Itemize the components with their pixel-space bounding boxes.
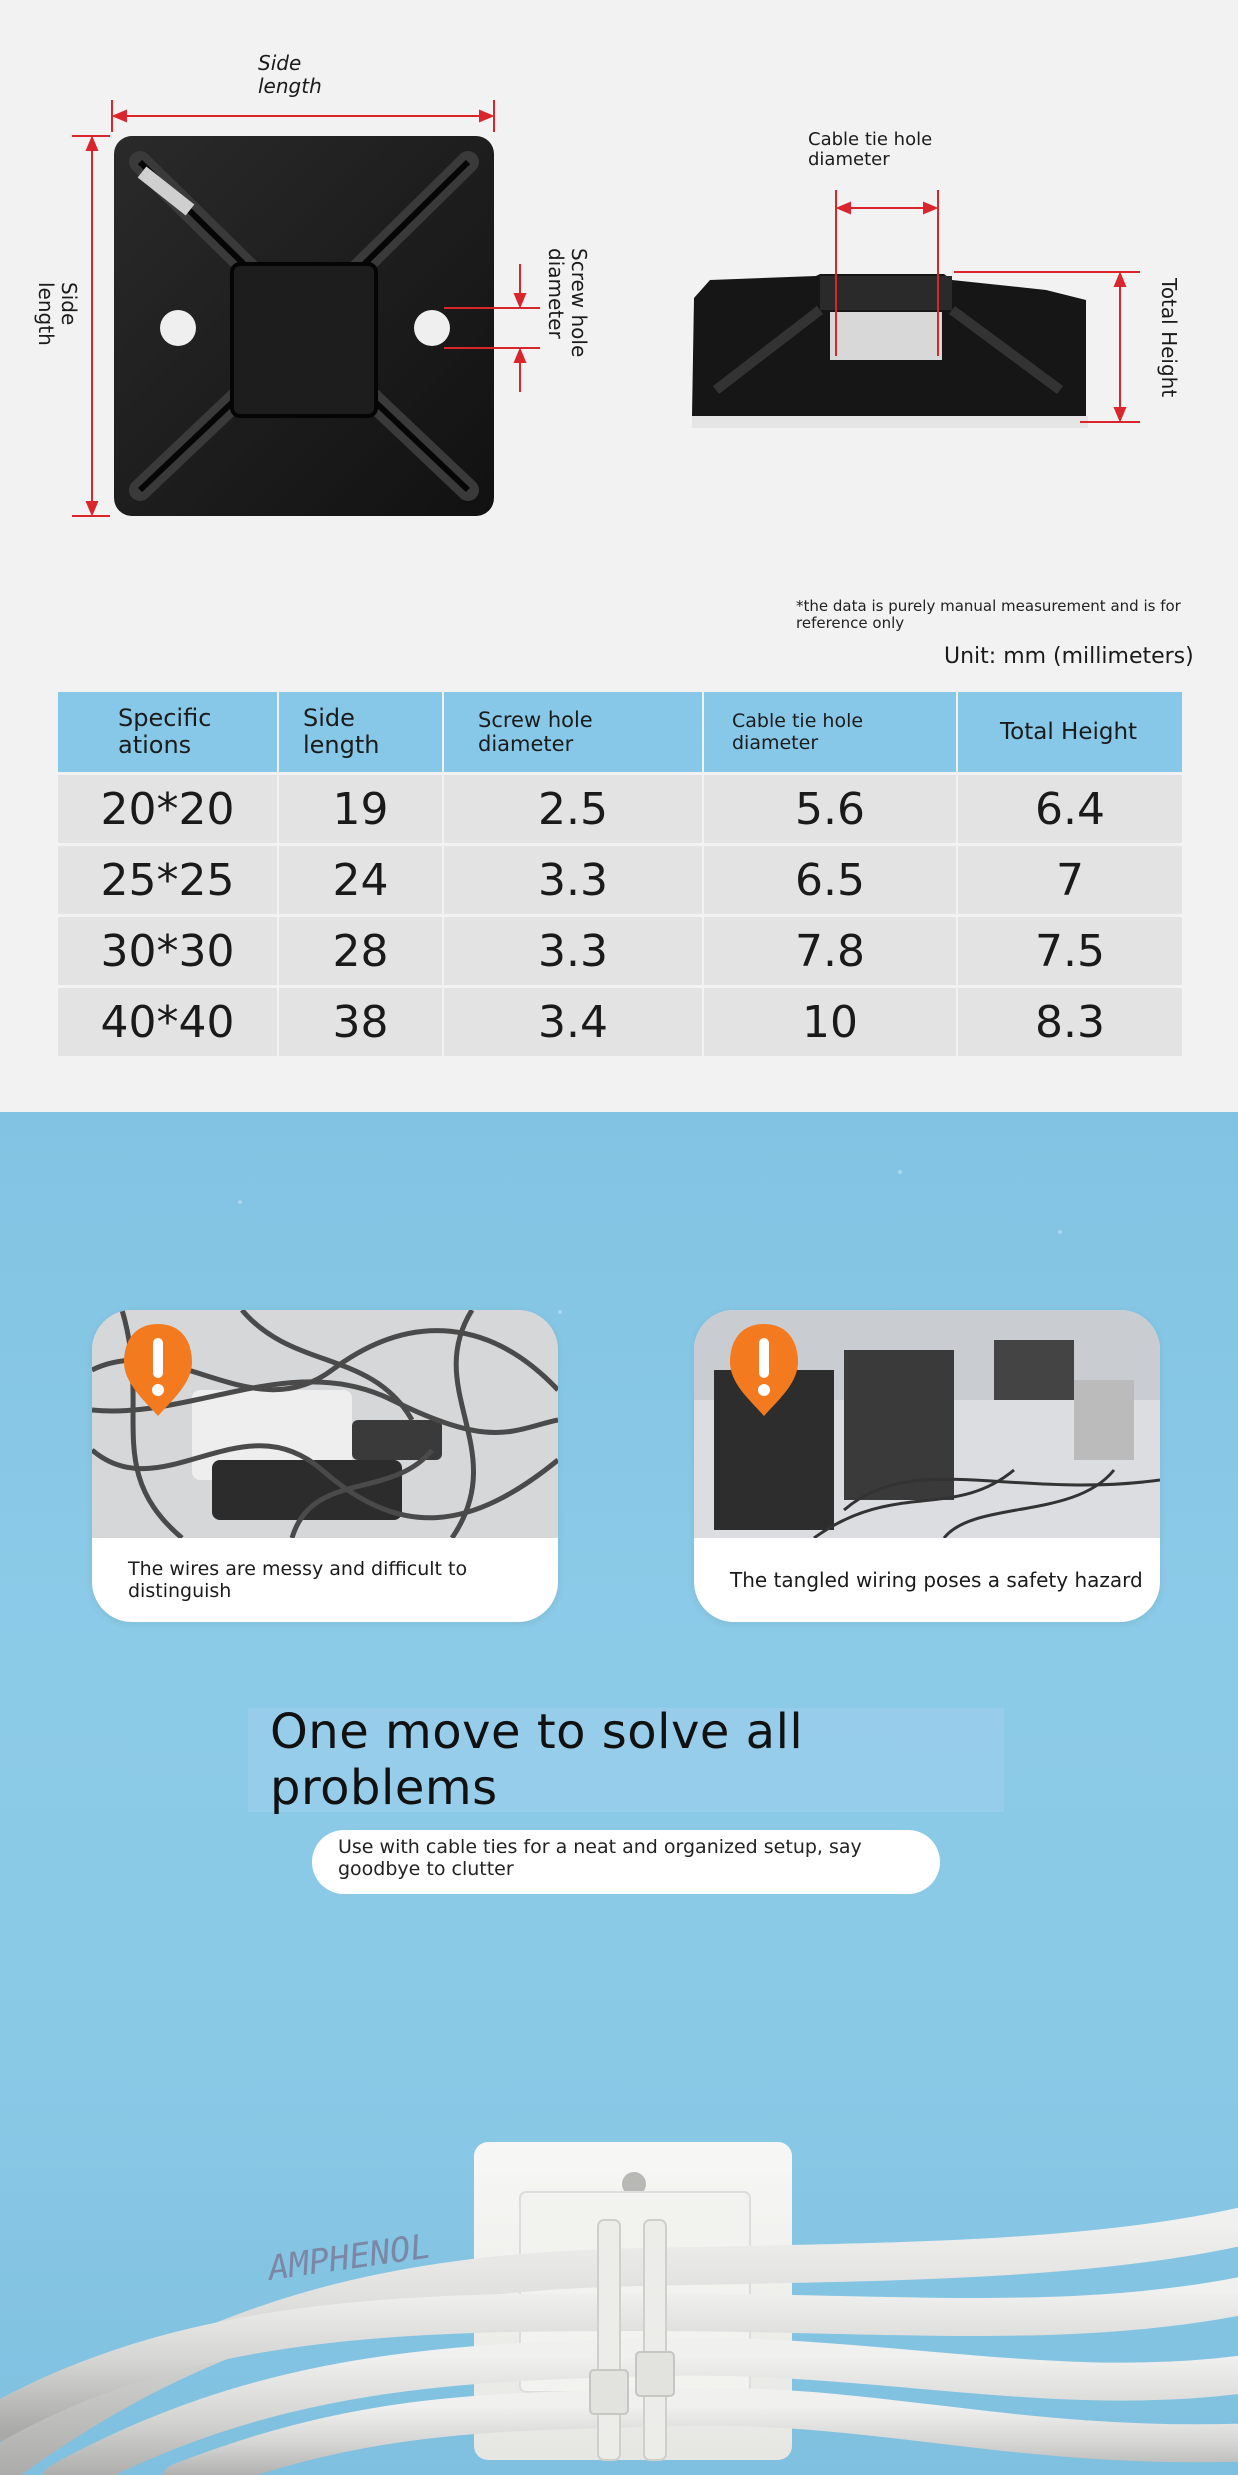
table-cell: 38 xyxy=(278,987,443,1057)
screw-hole-label: Screw hole diameter xyxy=(544,248,591,358)
table-row xyxy=(58,845,1182,916)
warning-icon xyxy=(122,1322,194,1418)
problem-caption: The wires are messy and difficult to distinguish xyxy=(128,1558,468,1602)
table-cell: 7.8 xyxy=(703,916,957,987)
table-cell: 3.3 xyxy=(443,845,703,916)
table-cell: 20*20 xyxy=(58,774,278,845)
side-view-diagram xyxy=(680,180,1200,440)
problem-solution-section xyxy=(0,1112,1238,2475)
dimension-section xyxy=(0,0,1238,1112)
table-row xyxy=(58,987,1182,1057)
measurement-note: *the data is purely manual measurement and is for reference only xyxy=(796,597,1181,632)
table-cell: 6.5 xyxy=(703,845,957,916)
header-cable-tie-hole: Cable tie hole diameter xyxy=(703,692,957,774)
table-cell: 7 xyxy=(957,845,1182,916)
header-total-height: Total Height xyxy=(957,692,1182,774)
total-height-label: Total Height xyxy=(1157,278,1181,398)
problem-card-messy-wires xyxy=(92,1310,558,1622)
product-photo xyxy=(0,2012,1238,2475)
table-cell: 24 xyxy=(278,845,443,916)
solution-headline: One move to solve all problems xyxy=(248,1708,1004,1812)
cable-tie-hole-label: Cable tie hole diameter xyxy=(808,129,933,170)
table-row xyxy=(58,774,1182,845)
problem-card-safety-hazard xyxy=(694,1310,1160,1622)
table-cell: 8.3 xyxy=(957,987,1182,1057)
top-view-diagram xyxy=(20,40,600,540)
table-cell: 30*30 xyxy=(58,916,278,987)
table-cell: 3.4 xyxy=(443,987,703,1057)
header-screw-hole: Screw hole diameter xyxy=(443,692,703,774)
table-header-row xyxy=(58,692,1182,774)
unit-label: Unit: mm (millimeters) xyxy=(944,644,1194,669)
problem-caption: The tangled wiring poses a safety hazard xyxy=(730,1568,1143,1592)
warning-icon xyxy=(728,1322,800,1418)
table-cell: 6.4 xyxy=(957,774,1182,845)
table-cell: 19 xyxy=(278,774,443,845)
solution-subtext: Use with cable ties for a neat and organized setup, say goodbye to clutter xyxy=(312,1830,940,1894)
table-cell: 2.5 xyxy=(443,774,703,845)
header-specifications: Specific ations xyxy=(58,692,278,774)
table-row xyxy=(58,916,1182,987)
cable-print-text: AMPHENOL xyxy=(265,2226,434,2289)
table-cell: 5.6 xyxy=(703,774,957,845)
side-length-top-label: Side length xyxy=(258,51,322,98)
spec-table xyxy=(58,692,1182,1056)
header-side-length: Side length xyxy=(278,692,443,774)
table-cell: 25*25 xyxy=(58,845,278,916)
table-cell: 10 xyxy=(703,987,957,1057)
table-cell: 3.3 xyxy=(443,916,703,987)
table-cell: 7.5 xyxy=(957,916,1182,987)
side-length-left-label: Side length xyxy=(34,282,81,346)
table-cell: 40*40 xyxy=(58,987,278,1057)
table-cell: 28 xyxy=(278,916,443,987)
